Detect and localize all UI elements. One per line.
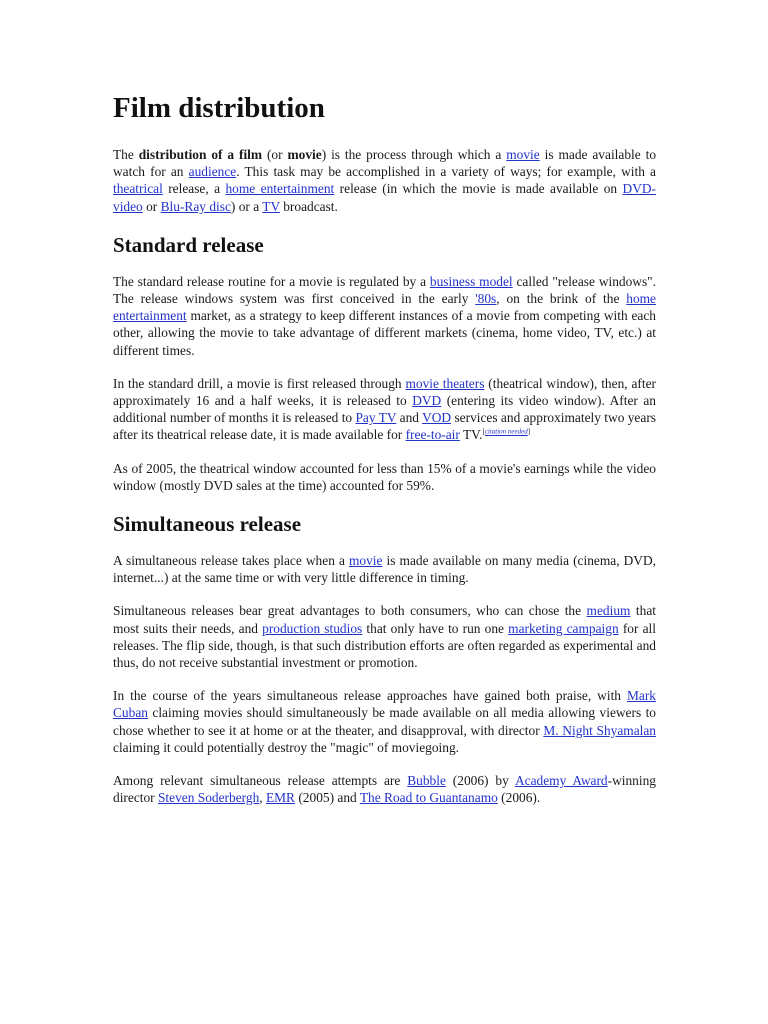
text: that most suits their needs, and [113,603,656,636]
text: , on the brink of the [496,291,627,307]
link-blu-ray-disc[interactable]: Blu-Ray disc [160,198,231,214]
link-emr[interactable]: EMR [265,790,295,806]
simultaneous-paragraph-2 [113,602,656,671]
text: (2005) and [295,790,360,806]
text: (or [262,147,288,162]
text: -winning director [113,773,656,806]
section-heading-standard-release: Standard release [113,232,264,257]
text: The standard release routine for a movie is regulated by a [113,273,430,289]
link-theatrical[interactable]: theatrical [113,181,163,197]
link-movie-theaters[interactable]: movie theaters [405,375,485,391]
text: (theatrical window), then, after approximately 16 and a half weeks, it is released to [113,375,656,409]
intro-paragraph [113,146,656,215]
text: for all releases. The flip side, though, is that such distribution efforts are often regarded as experimental and thus, do not receive substantial investment or promotion. [113,620,656,671]
link-steven-soderbergh[interactable]: Steven Soderbergh [157,790,260,806]
link-movie[interactable]: movie [506,147,540,162]
article [113,88,656,822]
text: and [396,410,423,426]
text: (2006) by [445,773,515,789]
bold-term: distribution of a film [138,147,263,162]
simultaneous-paragraph-1 [113,552,656,586]
text: claiming it could potentially destroy the "magic" of moviegoing. [113,739,459,755]
link-dvd[interactable]: DVD [412,393,442,409]
text: (2006). [497,790,541,806]
text: TV. [459,427,483,443]
standard-paragraph-2 [113,375,656,444]
link-bubble[interactable]: Bubble [407,773,446,789]
citation-needed-note: [citation needed] [482,427,531,436]
link-mark-cuban[interactable]: Mark Cuban [113,688,656,721]
link-business-model[interactable]: business model [429,273,513,289]
link-marketing-campaign[interactable]: marketing campaign [508,620,619,636]
text: is made available to watch for an [113,147,657,180]
text: The [113,147,139,162]
text: , [259,790,266,806]
section-heading-simultaneous-release: Simultaneous release [113,512,302,537]
standard-paragraph-1 [113,273,656,359]
text: claiming movies should simultaneously be made available on all media allowing viewers to chose whether to see it at home or at the theater, and disapproval, with director [113,705,656,738]
text: release, a [162,181,226,197]
link-the-road-to-guantanamo[interactable]: The Road to Guantanamo [359,790,498,806]
page-title: Film distribution [113,92,325,124]
standard-paragraph-3: As of 2005, the theatrical window accounted for less than 15% of a movie's earnings while the video window (mostly DVD sales at the time) accounted for 59%. [113,460,656,493]
text: or [142,198,161,214]
text: In the standard drill, a movie is first released through [113,375,406,391]
link-home-entertainment[interactable]: home entertainment [225,181,335,197]
text: In the course of the years simultaneous release approaches have gained both praise, with [113,688,627,704]
link-vod[interactable]: VOD [422,410,452,426]
link-m-night-shyamalan[interactable]: M. Night Shyamalan [543,722,656,738]
text: (entering its video window). After an additional number of months it is released to [113,393,656,426]
link-medium[interactable]: medium [586,603,631,619]
text: ) or a [230,198,263,214]
text: services and approximately two years after its theatrical release date, it is made available for [113,410,656,443]
link-home-entertainment[interactable]: home entertainment [113,291,656,324]
text: is made available on many media (cinema, DVD, internet...) at the same time or with very little difference in timing. [113,553,656,586]
bold-term: movie [287,147,322,162]
link-audience[interactable]: audience [188,164,237,180]
link-free-to-air[interactable]: free-to-air [405,427,460,443]
text: Simultaneous releases bear great advantages to both consumers, who can chose the [113,603,587,619]
text: ) is the process through which a [321,147,507,162]
link-academy-award[interactable]: Academy Award [514,773,608,789]
simultaneous-paragraph-4 [113,772,656,806]
link-pay-tv[interactable]: Pay TV [355,410,397,426]
text: . This task may be accomplished in a variety of ways; for example, with a [236,164,656,180]
link-production-studios[interactable]: production studios [262,620,363,636]
link-dvd-video[interactable]: DVD-video [113,181,657,214]
link-movie[interactable]: movie [348,553,383,569]
link-citation-needed[interactable]: citation needed [484,427,528,436]
link-tv[interactable]: TV [262,198,280,214]
text: release (in which the movie is made available on [334,181,623,197]
text: that only have to run one [362,620,509,636]
text: called "release windows". The release windows system was first conceived in the early [113,273,656,307]
text: Among relevant simultaneous release attempts are [113,773,408,789]
text: A simultaneous release takes place when a [113,553,349,569]
text: market, as a strategy to keep different instances of a movie from competing with each other, allowing the movie to take advantage of different markets (cinema, home video, TV, etc.) at different times. [113,308,656,358]
simultaneous-paragraph-3 [113,687,656,756]
text: broadcast. [279,198,338,214]
link-80s[interactable]: '80s [475,291,497,307]
